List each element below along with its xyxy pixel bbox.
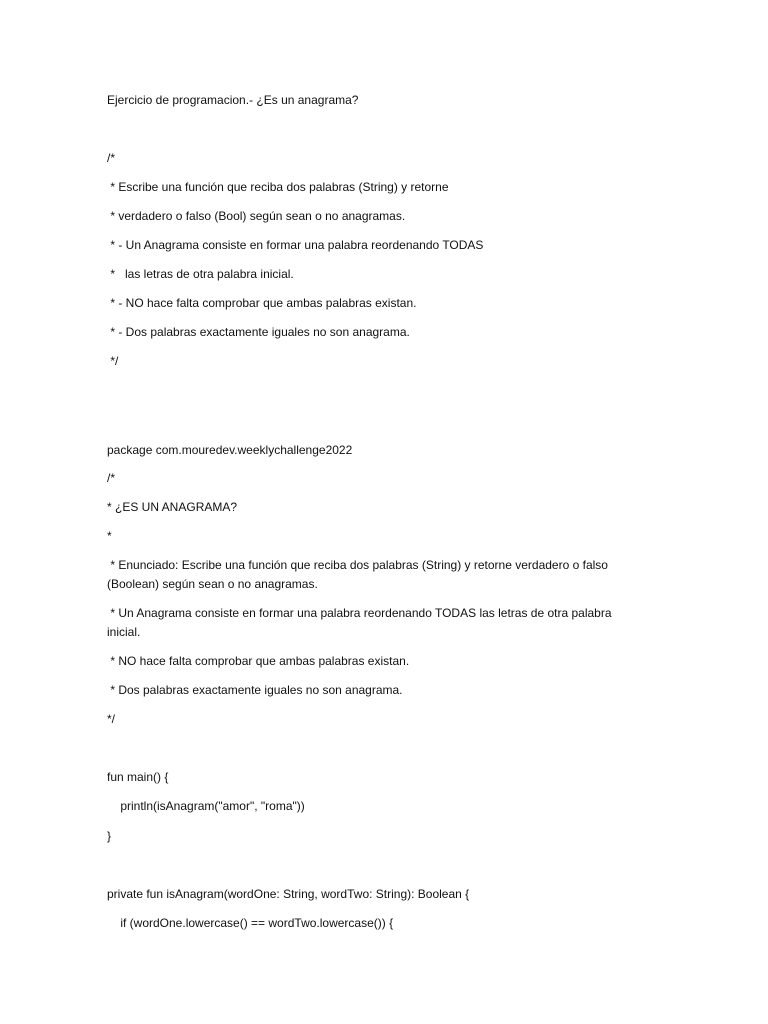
code-line: (Boolean) según sean o no anagramas. xyxy=(107,577,318,591)
comment-line: * - Un Anagrama consiste en formar una palabra reordenando TODAS xyxy=(107,238,484,252)
code-line: */ xyxy=(107,712,116,726)
code-line: println(isAnagram("amor", "roma")) xyxy=(107,799,305,813)
comment-line: * - Dos palabras exactamente iguales no son anagrama. xyxy=(107,325,410,339)
code-line: if (wordOne.lowercase() == wordTwo.lowercase()) { xyxy=(107,916,394,930)
code-line: * ¿ES UN ANAGRAMA? xyxy=(107,500,238,514)
comment-line: * verdadero o falso (Bool) según sean o no anagramas. xyxy=(107,209,406,223)
code-line: * NO hace falta comprobar que ambas palabras existan. xyxy=(107,654,410,668)
comment-line: * las letras de otra palabra inicial. xyxy=(107,267,294,281)
comment-line: */ xyxy=(107,354,119,368)
code-line: } xyxy=(107,829,112,843)
comment-line: * Escribe una función que reciba dos palabras (String) y retorne xyxy=(107,180,449,194)
comment-line: * - NO hace falta comprobar que ambas palabras existan. xyxy=(107,296,417,310)
comment-line: /* xyxy=(107,151,116,165)
code-line: private fun isAnagram(wordOne: String, wordTwo: String): Boolean { xyxy=(107,887,470,901)
code-line: /* xyxy=(107,471,116,485)
document-title: Ejercicio de programacion.- ¿Es un anagrama? xyxy=(107,93,359,107)
code-line: inicial. xyxy=(107,625,141,639)
code-line: package com.mouredev.weeklychallenge2022 xyxy=(107,443,353,457)
code-line: * Enunciado: Escribe una función que reciba dos palabras (String) y retorne verdadero o falso xyxy=(107,558,608,572)
code-line: fun main() { xyxy=(107,770,169,784)
code-line: * Dos palabras exactamente iguales no son anagrama. xyxy=(107,683,403,697)
code-line: * Un Anagrama consiste en formar una palabra reordenando TODAS las letras de otra palabra xyxy=(107,606,612,620)
code-line: * xyxy=(107,529,112,543)
